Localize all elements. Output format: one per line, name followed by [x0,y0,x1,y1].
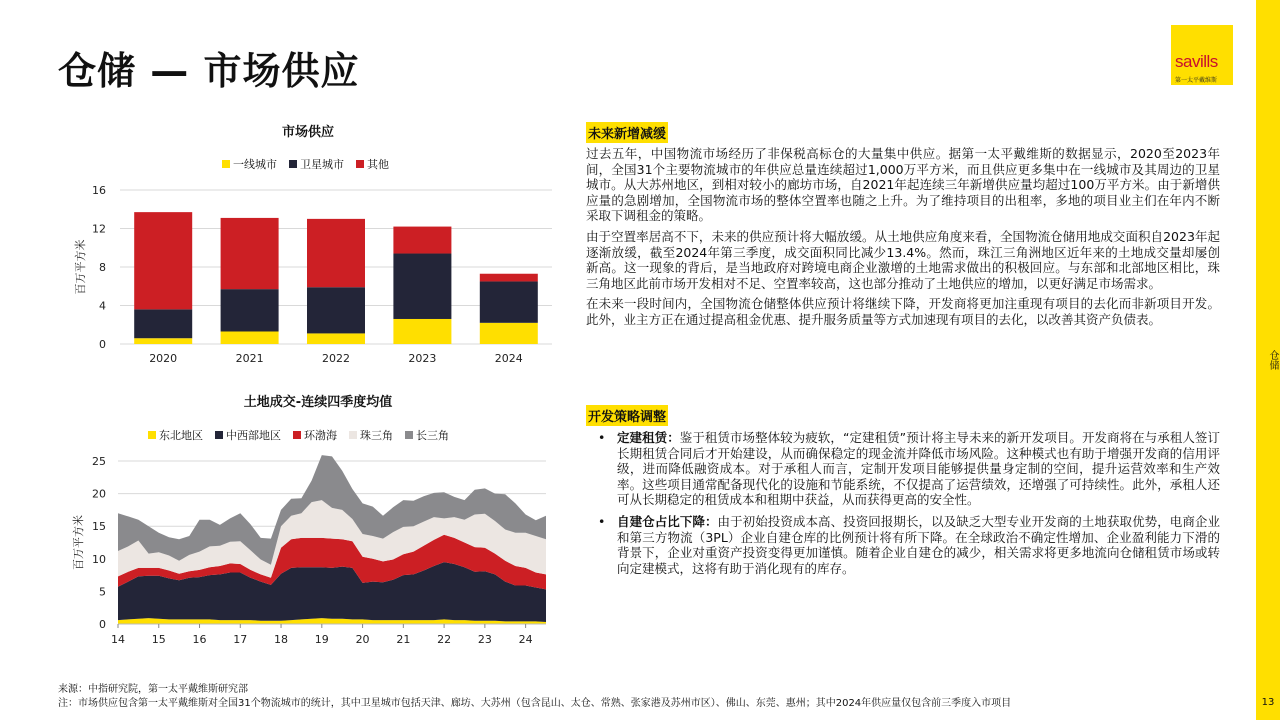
section-dev-strategy [586,405,1220,582]
x-tick-label: 22 [437,633,452,646]
land-area-chart [60,452,560,652]
section1-heading: 未来新增减缓 [586,122,668,143]
y-tick-label: 20 [92,487,106,501]
y-tick-label: 12 [92,222,106,236]
x-tick-label: 19 [314,633,329,646]
strategy-list [586,430,1220,576]
page-number: 13 [1261,697,1275,708]
y-tick-label: 4 [99,299,106,313]
legend-swatch [222,160,230,168]
legend-label: 环渤海 [304,429,337,442]
legend-label: 珠三角 [360,429,393,442]
chart2-title: 土地成交-连续四季度均值 [243,395,393,410]
y-tick-label: 16 [92,184,106,197]
y-tick-label: 10 [92,552,106,566]
bar-segment [480,281,538,322]
legend-label: 中西部地区 [226,429,281,442]
y-tick-label: 15 [92,520,106,534]
chart1-title: 市场供应 [281,125,334,140]
x-tick-label: 21 [396,633,411,646]
side-section-label: 仓储 [1267,350,1278,370]
footer [58,683,1011,711]
section-supply-slowdown [586,122,1220,333]
bullet-icon: • [598,430,606,445]
legend-label: 其他 [367,158,389,171]
bullet-text: 由于初始投资成本高、投资回报期长，以及缺乏大型专业开发商的土地获取优势，电商企业和第三方物流（3PL）企业自建仓库的比例预计将有所下降。在全球政治不确定性增加、企业盈利能力下滑的背景下，企业对重资产投资变得更加谨慎。随着企业自建仓的减少，相关需求将更多地流向仓储租赁市场或转向定建模式，这将有助于消化现有的库存。 [617,513,1220,576]
legend-swatch [293,431,301,439]
bar-segment [134,338,192,344]
chart1-legend [222,156,389,172]
x-tick-label: 18 [274,633,289,646]
section1-paragraph: 过去五年，中国物流市场经历了非保税高标仓的大量集中供应。据第一太平戴维斯的数据显示，2020至2023年间，全国31个主要物流城市的年供应总量连续超过1,000万平方米，而且供应更多集中在一线城市及其周边的卫星城市。从大苏州地区，到相对较小的廊坊市场，自2021年起连续三年新增供应量均超过100万平方米。由于新增供应量的急剧增加，全国物流市场的整体空置率也随之上升。为了维持项目的出租率，多地的项目业主们在年内不断采取下调租金的策略。 [586,146,1220,224]
bar-segment [480,323,538,344]
bullet-text: 鉴于租赁市场整体较为疲软，“定建租赁”预计将主导未来的新开发项目。开发商将在与承租人签订长期租赁合同后才开始建设，从而确保稳定的现金流并降低市场风险。这种模式也有助于增强开发商的信用评级，进而降低融资成本。对于承租人而言，定制开发项目能够提供量身定制的空间，提升运营效率和生产效率。这些项目通常配备现代化的设施和节能系统，不仅提高了运营绩效，还增强了可持续性。此外，承租人还可从长期稳定的租赁成本和租期中获益，从而获得更高的安全性。 [617,430,1220,508]
savills-logo [1171,25,1233,85]
y-axis-label: 百万平方米 [72,515,85,570]
y-tick-label: 0 [99,618,106,631]
bullet-title: 定建租赁： [617,430,680,445]
x-tick-label: 16 [192,633,207,646]
bullet-icon: • [598,513,606,529]
legend-item [356,156,389,172]
x-tick-label: 24 [518,633,533,646]
x-tick-label: 2021 [235,352,264,365]
bullet-title: 自建仓占比下降： [617,513,718,529]
bar-segment [393,254,451,319]
x-tick-label: 17 [233,633,248,646]
legend-label: 长三角 [416,429,449,442]
legend-label: 一线城市 [233,158,277,171]
legend-swatch [148,431,156,439]
legend-item [349,427,393,443]
x-tick-label: 15 [151,633,166,646]
x-tick-label: 2023 [408,352,437,365]
section1-paragraph: 在未来一段时间内，全国物流仓储整体供应预计将继续下降，开发商将更加注重现有项目的去化而非新项目开发。此外，业主方正在通过提高租金优惠、提升服务质量等方式加速现有项目的去化，以改善其资产负债表。 [586,296,1220,327]
legend-item [405,427,449,443]
legend-item [215,427,281,443]
y-tick-label: 8 [99,261,106,274]
legend-label: 卫星城市 [300,158,344,171]
bar-segment [393,227,451,254]
x-tick-label: 14 [111,633,125,646]
legend-item [289,156,344,172]
bar-segment [134,212,192,309]
legend-swatch [349,431,357,439]
logo-brand: savills [1175,52,1218,71]
list-item [586,514,1220,576]
logo-sub: 第一太平戴维斯 [1175,77,1218,84]
bar-segment [480,274,538,282]
footer-source: 来源：中指研究院，第一太平戴维斯研究部 [58,684,248,695]
section2-heading: 开发策略调整 [586,405,668,426]
bar-segment [393,319,451,344]
section1-paragraph: 由于空置率居高不下，未来的供应预计将大幅放缓。从土地供应角度来看，全国物流仓储用地成交面积自2023年起逐渐放缓，截至2024年第三季度，成交面积同比减少13.4%。然而，珠江三角洲地区近年来的土地成交量却屡创新高。这一现象的背后，是当地政府对跨境电商企业激增的土地需求做出的积极回应。与东部和北部地区相比，珠三角地区此前市场开发相对不足、空置率较高，这也部分推动了土地供应的增加，以更好满足市场需求。 [586,228,1220,291]
footer-note: 注：市场供应包含第一太平戴维斯对全国31个物流城市的统计，其中卫星城市包括天津、廊坊、大苏州（包含昆山、太仓、常熟、张家港及苏州市区）、佛山、东莞、惠州；其中2024年供应量仅包含前三季度入市项目 [58,698,1012,709]
supply-bar-chart [60,178,560,370]
bar-segment [221,289,279,331]
bar-segment [307,219,365,287]
x-tick-label: 2024 [494,352,523,365]
list-item [586,430,1220,508]
legend-swatch [405,431,413,439]
legend-swatch [215,431,223,439]
x-tick-label: 2020 [149,352,178,365]
x-tick-label: 20 [355,633,370,646]
y-axis-label: 百万平方米 [74,239,87,295]
legend-swatch [356,160,364,168]
legend-label: 东北地区 [159,429,203,442]
bar-segment [134,309,192,338]
bar-segment [307,333,365,344]
bar-segment [221,331,279,344]
legend-item [222,156,277,172]
page-title: 仓储 — 市场供应 [58,49,360,93]
y-tick-label: 25 [92,455,106,468]
bar-segment [307,287,365,333]
chart2-legend [148,427,449,443]
x-tick-label: 23 [477,633,492,646]
y-tick-label: 5 [99,585,106,599]
bar-segment [221,218,279,289]
y-tick-label: 0 [99,338,106,351]
legend-item [293,427,337,443]
legend-item [148,427,203,443]
x-tick-label: 2022 [322,352,350,365]
legend-swatch [289,160,297,168]
